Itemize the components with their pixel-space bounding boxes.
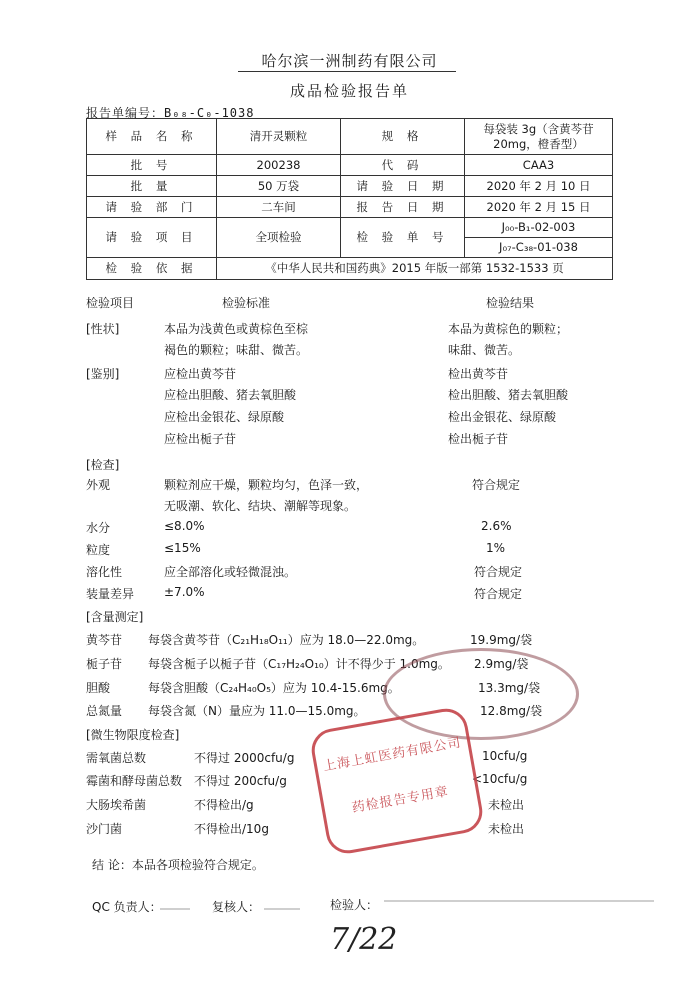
sample-info-table (86, 118, 613, 280)
spec-label: 规 格 (341, 119, 465, 155)
col-header-result: 检验结果 (486, 296, 535, 310)
reviewer-signature (264, 898, 300, 910)
section-identification: [鉴别] (86, 367, 120, 381)
batch-no-value: 200238 (217, 155, 341, 176)
report-date-label: 报 告 日 期 (341, 197, 465, 218)
inspector-signature (384, 890, 654, 902)
request-items-label: 请 验 项 目 (87, 218, 217, 258)
assay-standard-1: 每袋含黄芩苷（C₂₁H₁₈O₁₁）应为 18.0—22.0mg。 (148, 633, 425, 647)
solubility-label: 溶化性 (86, 565, 123, 579)
col-header-standard: 检验标准 (222, 296, 271, 310)
moisture-label: 水分 (86, 521, 111, 535)
qc-label: QC 负责人： (92, 900, 162, 914)
report-number: 报告单编号：B₀₈-C₀-1038 (86, 106, 255, 120)
assay-label-1: 黄芩苷 (86, 633, 123, 647)
spec-line-1: 每袋装 3g（含黄芩苷 (483, 121, 594, 136)
microbial-label-2: 霉菌和酵母菌总数 (86, 774, 183, 788)
company-underline (238, 71, 456, 72)
qc-signature (160, 898, 190, 910)
appearance-result: 符合规定 (472, 478, 521, 492)
request-items-value: 全项检验 (217, 218, 341, 258)
ident-standard-3: 应检出金银花、绿原酸 (164, 410, 285, 424)
request-no-2: J₀₇-C₃₈-01-038 (499, 240, 578, 254)
granularity-label: 粒度 (86, 543, 111, 557)
report-date-value: 2020 年 2 月 15 日 (465, 197, 613, 218)
batch-size-value: 50 万袋 (217, 176, 341, 197)
assay-label-3: 胆酸 (86, 681, 111, 695)
appearance-standard-2: 无吸潮、软化、结块、潮解等现象。 (164, 499, 357, 513)
request-dept-value: 二车间 (217, 197, 341, 218)
assay-standard-4: 每袋含氮（N）量应为 11.0—15.0mg。 (148, 704, 366, 718)
code-label: 代 码 (341, 155, 465, 176)
weight-variance-label: 装量差异 (86, 587, 135, 601)
microbial-result-4: 未检出 (488, 822, 525, 836)
ident-standard-1: 应检出黄芩苷 (164, 367, 237, 381)
ident-result-2: 检出胆酸、猪去氧胆酸 (448, 388, 569, 402)
assay-standard-3: 每袋含胆酸（C₂₄H₄₀O₅）应为 10.4-15.6mg。 (148, 681, 400, 695)
character-result-1: 本品为黄棕色的颗粒； (448, 322, 569, 336)
section-character: [性状] (86, 322, 120, 336)
assay-label-2: 栀子苷 (86, 657, 123, 671)
microbial-standard-2: 不得过 200cfu/g (194, 774, 287, 788)
granularity-standard: ≤15% (164, 541, 201, 555)
batch-size-label: 批 量 (87, 176, 217, 197)
batch-no-label: 批 号 (87, 155, 217, 176)
company-name: 哈尔滨一洲制药有限公司 (261, 52, 438, 70)
moisture-standard: ≤8.0% (164, 519, 205, 533)
character-standard-1: 本品为浅黄色或黄棕色至棕 (164, 322, 309, 336)
stamp-purpose: 药检报告专用章 (350, 784, 450, 817)
microbial-result-1: 10cfu/g (482, 749, 528, 763)
conclusion: 结 论：本品各项检验符合规定。 (92, 858, 264, 872)
ident-result-3: 检出金银花、绿原酸 (448, 410, 557, 424)
microbial-label-4: 沙门菌 (86, 822, 123, 836)
spec-line-2: 20mg，橙香型） (493, 136, 584, 151)
ident-standard-4: 应检出栀子苷 (164, 432, 237, 446)
spec-value (465, 119, 613, 155)
assay-standard-2: 每袋含栀子以栀子苷（C₁₇H₂₄O₁₀）计不得少于 1.0mg。 (148, 657, 450, 671)
assay-result-1: 19.9mg/袋 (470, 633, 533, 647)
ident-result-4: 检出栀子苷 (448, 432, 509, 446)
microbial-standard-4: 不得检出/10g (194, 822, 269, 836)
granularity-result: 1% (486, 541, 506, 555)
report-title: 成品检验报告单 (289, 82, 409, 100)
appearance-standard-1: 颗粒剂应干燥，颗粒均匀，色泽一致， (164, 478, 369, 492)
basis-label: 检 验 依 据 (87, 258, 217, 280)
solubility-result: 符合规定 (474, 565, 523, 579)
basis-value: 《中华人民共和国药典》2015 年版一部第 1532-1533 页 (217, 258, 613, 280)
request-date-label: 请 验 日 期 (341, 176, 465, 197)
ident-result-1: 检出黄芩苷 (448, 367, 509, 381)
request-dept-label: 请 验 部 门 (87, 197, 217, 218)
handwritten-mark: 7/22 (330, 922, 398, 957)
stamp-company: 上海上虹医药有限公司 (322, 735, 463, 775)
microbial-label-3: 大肠埃希菌 (86, 798, 147, 812)
request-date-value: 2020 年 2 月 10 日 (465, 176, 613, 197)
section-inspection: [检查] (86, 458, 120, 472)
section-microbial: [微生物限度检查] (86, 728, 180, 742)
appearance-label: 外观 (86, 478, 111, 492)
request-no-1: J₀₀-B₁-02-003 (465, 218, 612, 238)
microbial-standard-3: 不得检出/g (194, 798, 254, 812)
character-result-2: 味甜、微苦。 (448, 343, 521, 357)
assay-result-4: 12.8mg/袋 (480, 704, 543, 718)
sample-name-label: 样 品 名 称 (87, 119, 217, 155)
assay-result-3: 13.3mg/袋 (478, 681, 541, 695)
moisture-result: 2.6% (481, 519, 512, 533)
reviewer-label: 复核人： (212, 900, 261, 914)
code-value: CAA3 (465, 155, 613, 176)
col-header-item: 检验项目 (86, 296, 135, 310)
solubility-standard: 应全部溶化或轻微混浊。 (164, 565, 297, 579)
inspection-stamp (308, 705, 485, 857)
weight-variance-result: 符合规定 (474, 587, 523, 601)
microbial-standard-1: 不得过 2000cfu/g (194, 751, 295, 765)
request-no-value (465, 218, 613, 258)
inspector-label: 检验人： (330, 898, 379, 912)
microbial-result-2: <10cfu/g (472, 772, 528, 786)
sample-name-value: 清开灵颗粒 (217, 119, 341, 155)
assay-result-2: 2.9mg/袋 (474, 657, 529, 671)
section-assay: [含量测定] (86, 610, 144, 624)
character-standard-2: 褐色的颗粒；味甜、微苦。 (164, 343, 309, 357)
ident-standard-2: 应检出胆酸、猪去氧胆酸 (164, 388, 297, 402)
assay-label-4: 总氮量 (86, 704, 123, 718)
microbial-result-3: 未检出 (488, 798, 525, 812)
microbial-label-1: 需氧菌总数 (86, 751, 147, 765)
request-no-label: 检 验 单 号 (341, 218, 465, 258)
weight-variance-standard: ±7.0% (164, 585, 205, 599)
